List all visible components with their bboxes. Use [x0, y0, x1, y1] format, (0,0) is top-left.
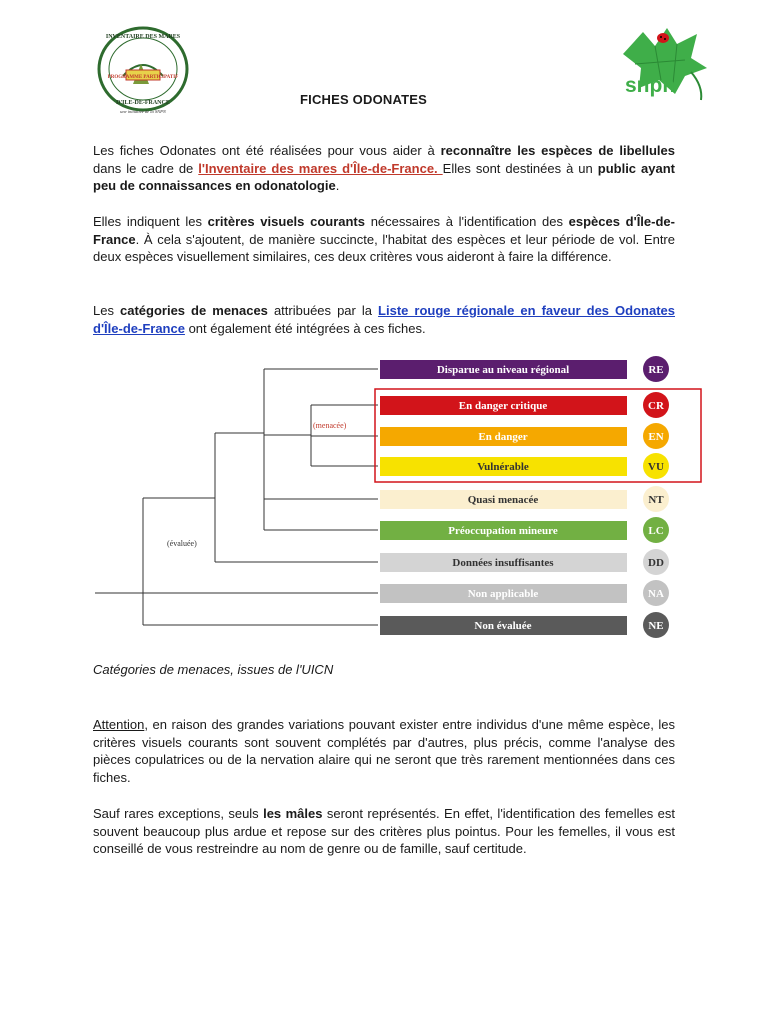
logo-side-text: une initiative de la SNPN — [120, 109, 166, 114]
bold-text: catégories de menaces — [120, 303, 268, 318]
category-code-cr: CR — [648, 400, 664, 412]
category-code-lc: LC — [648, 525, 664, 537]
page-title: FICHES ODONATES — [300, 92, 427, 107]
logo-bottom-text: D'ILE-DE-FRANCE — [116, 100, 170, 106]
category-code-vu: VU — [648, 461, 664, 473]
bold-text: public ayant peu de connaissances en odonatologie — [93, 160, 676, 193]
category-label-lc: Préoccupation mineure — [448, 525, 558, 537]
bold-text: critères visuels courants — [207, 214, 365, 229]
text-span: ont également été intégrées à ces fiches. — [184, 320, 426, 336]
category-code-dd: DD — [648, 557, 664, 569]
iucn-categories-diagram — [95, 355, 705, 645]
category-code-en: EN — [648, 431, 664, 443]
paragraph-criteria — [93, 213, 675, 266]
bold-text: espèces d'Île-de-France — [93, 214, 675, 247]
paragraph-males — [93, 805, 675, 858]
category-label-ne: Non évaluée — [474, 620, 532, 632]
text-span: . — [335, 178, 340, 193]
threatened-branch-label: (menacée) — [313, 421, 347, 430]
category-code-ne: NE — [648, 620, 664, 632]
paragraph-threat-categories — [93, 302, 675, 337]
category-label-dd: Données insuffisantes — [452, 557, 554, 569]
evaluated-branch-label: (évaluée) — [167, 539, 197, 548]
text-span: . À cela s'ajoutent, de manière succincte, l'habitat des espèces et leur période de vol. Entre deux espèces visuellement similaires, ces deux critères vous aideront à faire la différence. — [93, 231, 675, 264]
paragraph-attention — [93, 716, 675, 786]
iucn-diagram-svg — [95, 355, 705, 645]
text-span: Les fiches Odonates ont été réalisées pour vous aider à — [93, 143, 441, 158]
text-span: nécessaires à l'identification des — [365, 214, 569, 229]
category-label-cr: En danger critique — [458, 400, 548, 412]
text-span: Elles indiquent les — [93, 214, 208, 229]
text-span: seront représentés. En effet, l'identification des femelles est souvent beaucoup plus ardue et repose sur des critères plus pointus. Pour les femelles, il vous est conseillé de vous restreindre au nom de genre ou de famille, sauf certitude. — [93, 806, 675, 856]
logo-program-text: PROGRAMME PARTICIPATIF — [107, 75, 179, 80]
category-label-nt: Quasi menacée — [467, 494, 539, 506]
text-span: , en raison des grandes variations pouvant exister entre individus d'une même espèce, les critères visuels courants sont souvent complétés par d'autres, plus précis, comme l'analyse des pièces copulatrices ou de la nervation alaire qui ne seront que très rarement mentionnées dans ces fiches. — [93, 717, 675, 785]
category-code-na: NA — [648, 588, 664, 600]
category-code-nt: NT — [648, 494, 664, 506]
text-span: dans le cadre de — [93, 160, 199, 176]
snpn-text: snpn — [625, 74, 676, 97]
category-label-re: Disparue au niveau régional — [436, 364, 570, 376]
category-rows — [380, 356, 669, 638]
bold-text: reconnaître les espèces de libellules — [440, 143, 675, 158]
liste-rouge-link[interactable]: Liste rouge régionale en faveur des Odonates d'Île-de-France — [93, 303, 676, 336]
category-label-na: Non applicable — [467, 588, 539, 600]
tree-lines — [95, 369, 378, 625]
category-label-en: En danger — [478, 431, 528, 443]
bold-text: les mâles — [263, 806, 323, 821]
diagram-caption: Catégories de menaces, issues de l'UICN — [93, 662, 334, 677]
text-span: Sauf rares exceptions, seuls — [93, 806, 264, 821]
inventaire-des-mares-logo — [93, 24, 193, 114]
category-code-re: RE — [648, 364, 664, 376]
paragraph-intro — [93, 142, 675, 195]
snpn-logo — [615, 24, 709, 104]
attention-word: Attention — [93, 717, 145, 732]
category-label-vu: Vulnérable — [477, 461, 529, 473]
text-span: Les — [93, 303, 120, 318]
text-span: attribuées par la — [267, 303, 379, 318]
inventaire-link[interactable]: l'Inventaire des mares d'Île-de-France. — [198, 160, 443, 176]
logo-top-text: INVENTAIRE DES MARES — [105, 34, 181, 40]
text-span: Elles sont destinées à un — [442, 160, 598, 176]
